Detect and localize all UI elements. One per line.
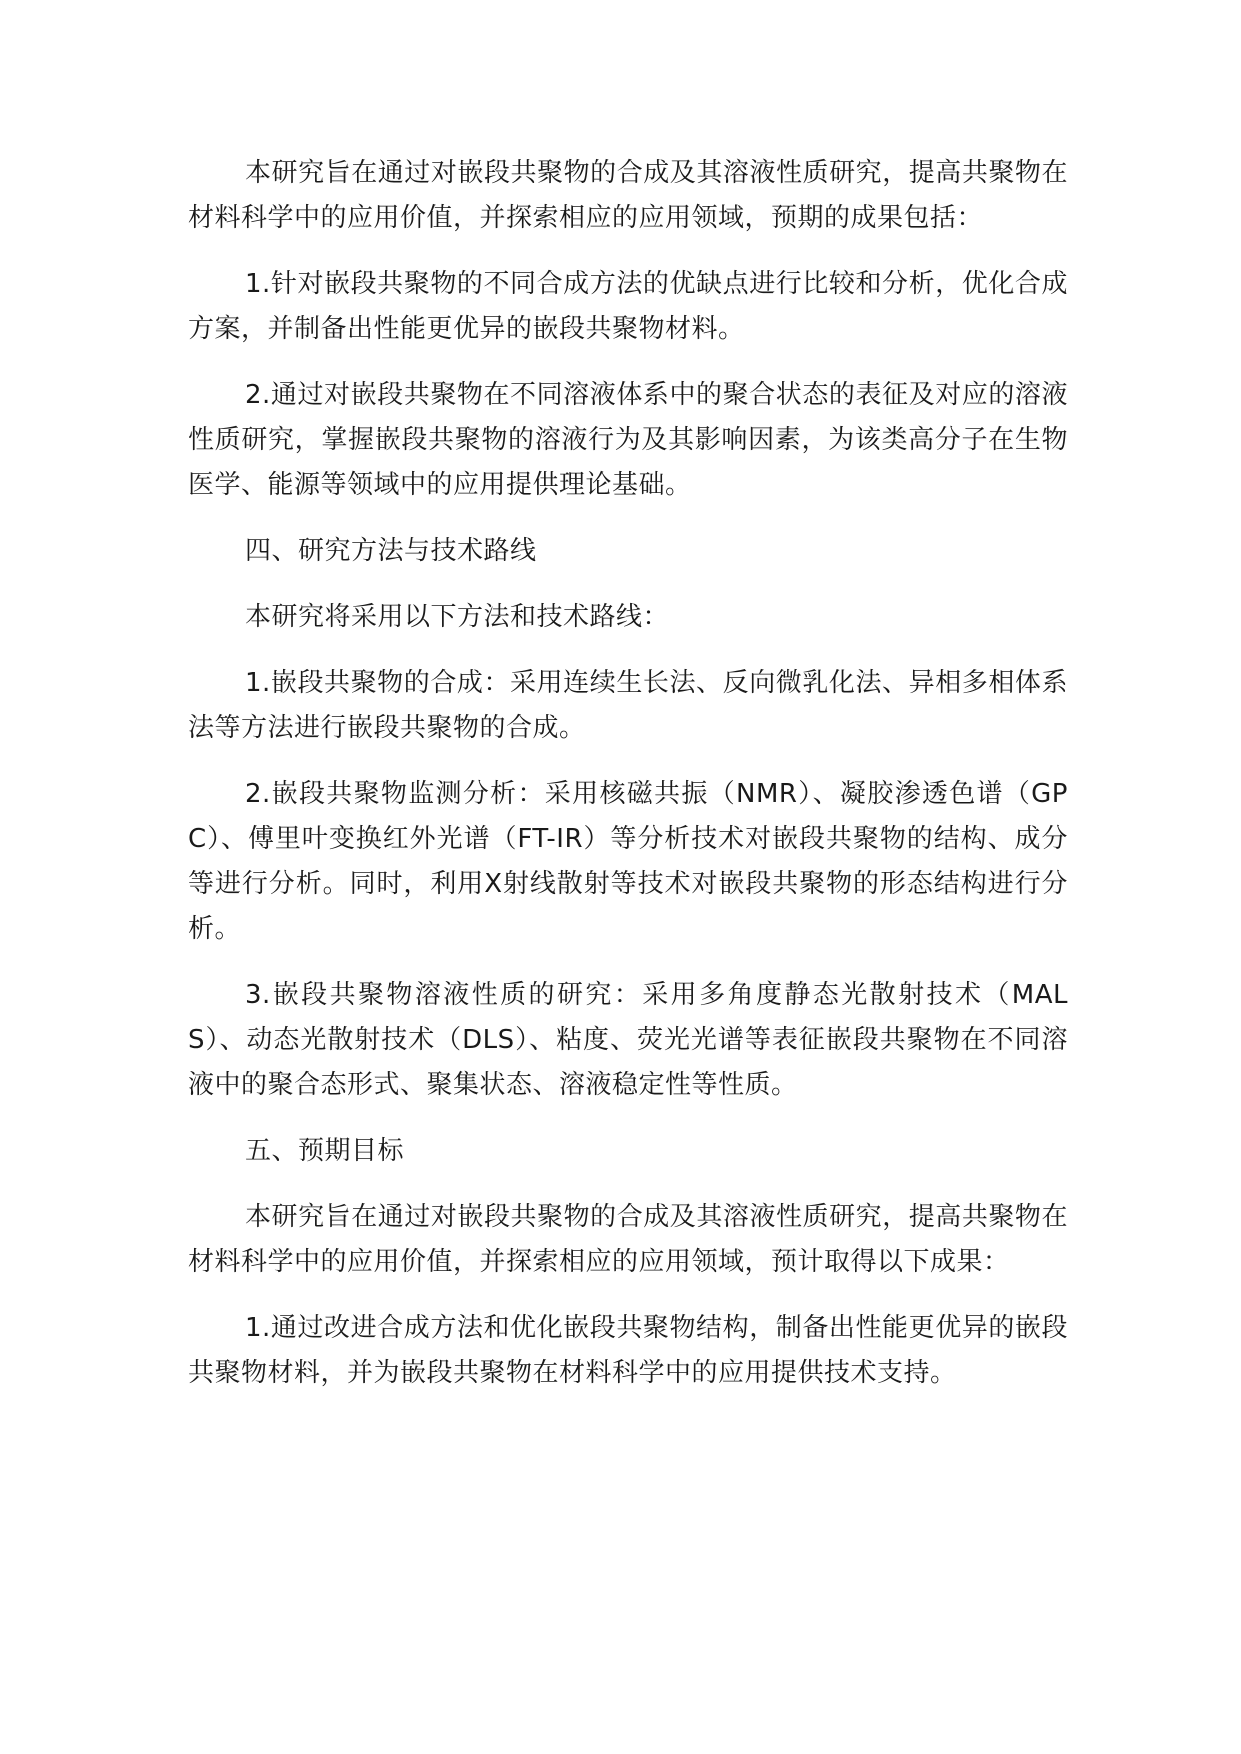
paragraph-outcome-1: 1.针对嵌段共聚物的不同合成方法的优缺点进行比较和分析，优化合成方案，并制备出性能更优异的嵌段共聚物材料。 bbox=[188, 269, 1068, 344]
paragraph-goal-1: 1.通过改进合成方法和优化嵌段共聚物结构，制备出性能更优异的嵌段共聚物材料，并为嵌段共聚物在材料科学中的应用提供技术支持。 bbox=[188, 1313, 1068, 1388]
paragraph-outcome-2: 2.通过对嵌段共聚物在不同溶液体系中的聚合状态的表征及对应的溶液性质研究，掌握嵌段共聚物的溶液行为及其影响因素，为该类高分子在生物医学、能源等领域中的应用提供理论基础。 bbox=[188, 380, 1068, 500]
section-heading-methods: 四、研究方法与技术路线 bbox=[245, 536, 537, 566]
paragraph-goals-intro: 本研究旨在通过对嵌段共聚物的合成及其溶液性质研究，提高共聚物在材料科学中的应用价值，并探索相应的应用领域，预计取得以下成果： bbox=[188, 1202, 1068, 1277]
paragraph-method-2: 2.嵌段共聚物监测分析：采用核磁共振（NMR）、凝胶渗透色谱（GPC）、傅里叶变换红外光谱（FT-IR）等分析技术对嵌段共聚物的结构、成分等进行分析。同时，利用X射线散射等技术对嵌段共聚物的形态结构进行分析。 bbox=[188, 779, 1068, 944]
paragraph-methods-intro: 本研究将采用以下方法和技术路线： bbox=[245, 602, 670, 632]
document-body bbox=[188, 151, 1068, 1417]
paragraph-method-1: 1.嵌段共聚物的合成：采用连续生长法、反向微乳化法、异相多相体系法等方法进行嵌段共聚物的合成。 bbox=[188, 668, 1068, 743]
paragraph-method-3: 3.嵌段共聚物溶液性质的研究：采用多角度静态光散射技术（MALS）、动态光散射技术（DLS）、粘度、荧光光谱等表征嵌段共聚物在不同溶液中的聚合态形式、聚集状态、溶液稳定性等性质。 bbox=[188, 980, 1068, 1100]
paragraph-expected-outcomes-intro: 本研究旨在通过对嵌段共聚物的合成及其溶液性质研究，提高共聚物在材料科学中的应用价值，并探索相应的应用领域，预期的成果包括： bbox=[188, 158, 1068, 233]
section-heading-goals: 五、预期目标 bbox=[245, 1136, 405, 1166]
